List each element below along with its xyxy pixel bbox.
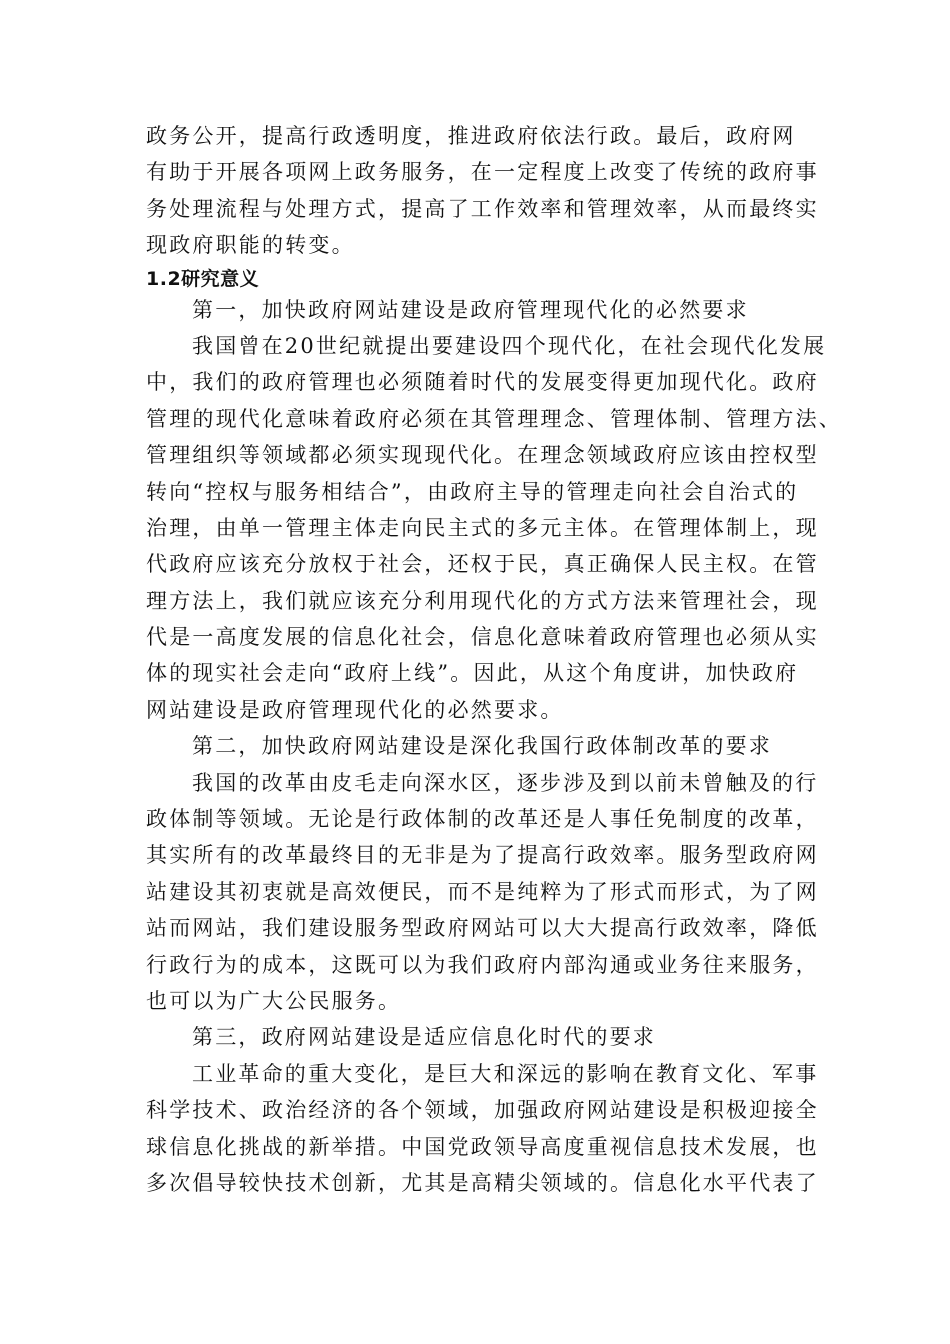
paragraph-line: 多次倡导较快技术创新，尤其是高精尖领域的。信息化水平代表了 — [146, 1170, 819, 1195]
paragraph-line: 代政府应该充分放权于社会，还权于民，真正确保人民主权。在管 — [146, 552, 819, 577]
paragraph-line: 球信息化挑战的新举措。中国党政领导高度重视信息技术发展，也 — [146, 1134, 819, 1159]
paragraph-line: 务处理流程与处理方式，提高了工作效率和管理效率，从而最终实 — [146, 196, 819, 221]
paragraph-line: 政务公开，提高行政透明度，推进政府依法行政。最后，政府网 — [146, 124, 796, 148]
subheading-line: 第三，政府网站建设是适应信息化时代的要求 — [192, 1025, 656, 1050]
paragraph-line: 网站建设是政府管理现代化的必然要求。 — [146, 697, 564, 722]
paragraph-line: 政体制等领域。无论是行政体制的改革还是人事任免制度的改革， — [146, 807, 819, 832]
paragraph-line: 行政行为的成本，这既可以为我们政府内部沟通或业务往来服务， — [146, 952, 819, 977]
paragraph-line: 工业革命的重大变化，是巨大和深远的影响在教育文化、军事 — [192, 1061, 819, 1086]
subheading-line: 第二，加快政府网站建设是深化我国行政体制改革的要求 — [192, 734, 772, 759]
paragraph-line: 有助于开展各项网上政务服务，在一定程度上改变了传统的政府事 — [146, 160, 819, 185]
paragraph-line: 中，我们的政府管理也必须随着时代的发展变得更加现代化。政府 — [146, 370, 819, 395]
paragraph-line: 站建设其初衷就是高效便民，而不是纯粹为了形式而形式，为了网 — [146, 879, 819, 904]
paragraph-line: 代是一高度发展的信息化社会，信息化意味着政府管理也必须从实 — [146, 625, 819, 650]
document-body — [146, 118, 842, 1201]
section-heading: 1.2研究意义 — [146, 267, 260, 290]
paragraph-line: 管理的现代化意味着政府必须在其管理理念、管理体制、管理方法、 — [146, 406, 842, 431]
paragraph-line: 我国的改革由皮毛走向深水区，逐步涉及到以前未曾触及的行 — [192, 770, 819, 795]
paragraph-line: 理方法上，我们就应该充分利用现代化的方式方法来管理社会，现 — [146, 588, 819, 613]
paragraph-line: 也可以为广大公民服务。 — [146, 988, 402, 1013]
subheading-line: 第一，加快政府网站建设是政府管理现代化的必然要求 — [192, 297, 749, 322]
paragraph-line: 科学技术、政治经济的各个领域，加强政府网站建设是积极迎接全 — [146, 1098, 819, 1123]
paragraph-line: 管理组织等领域都必须实现现代化。在理念领域政府应该由控权型 — [146, 443, 819, 468]
paragraph-line: 转向“控权与服务相结合”，由政府主导的管理走向社会自治式的 — [146, 479, 799, 504]
paragraph-line: 我国曾在20世纪就提出要建设四个现代化，在社会现代化发展 — [192, 333, 827, 358]
paragraph-line: 治理，由单一管理主体走向民主式的多元主体。在管理体制上，现 — [146, 515, 819, 540]
paragraph-line: 现政府职能的转变。 — [146, 233, 355, 258]
paragraph-line: 站而网站，我们建设服务型政府网站可以大大提高行政效率，降低 — [146, 916, 819, 941]
paragraph-line: 其实所有的改革最终目的无非是为了提高行政效率。服务型政府网 — [146, 843, 819, 868]
paragraph-line: 体的现实社会走向“政府上线”。因此，从这个角度讲，加快政府 — [146, 661, 799, 686]
